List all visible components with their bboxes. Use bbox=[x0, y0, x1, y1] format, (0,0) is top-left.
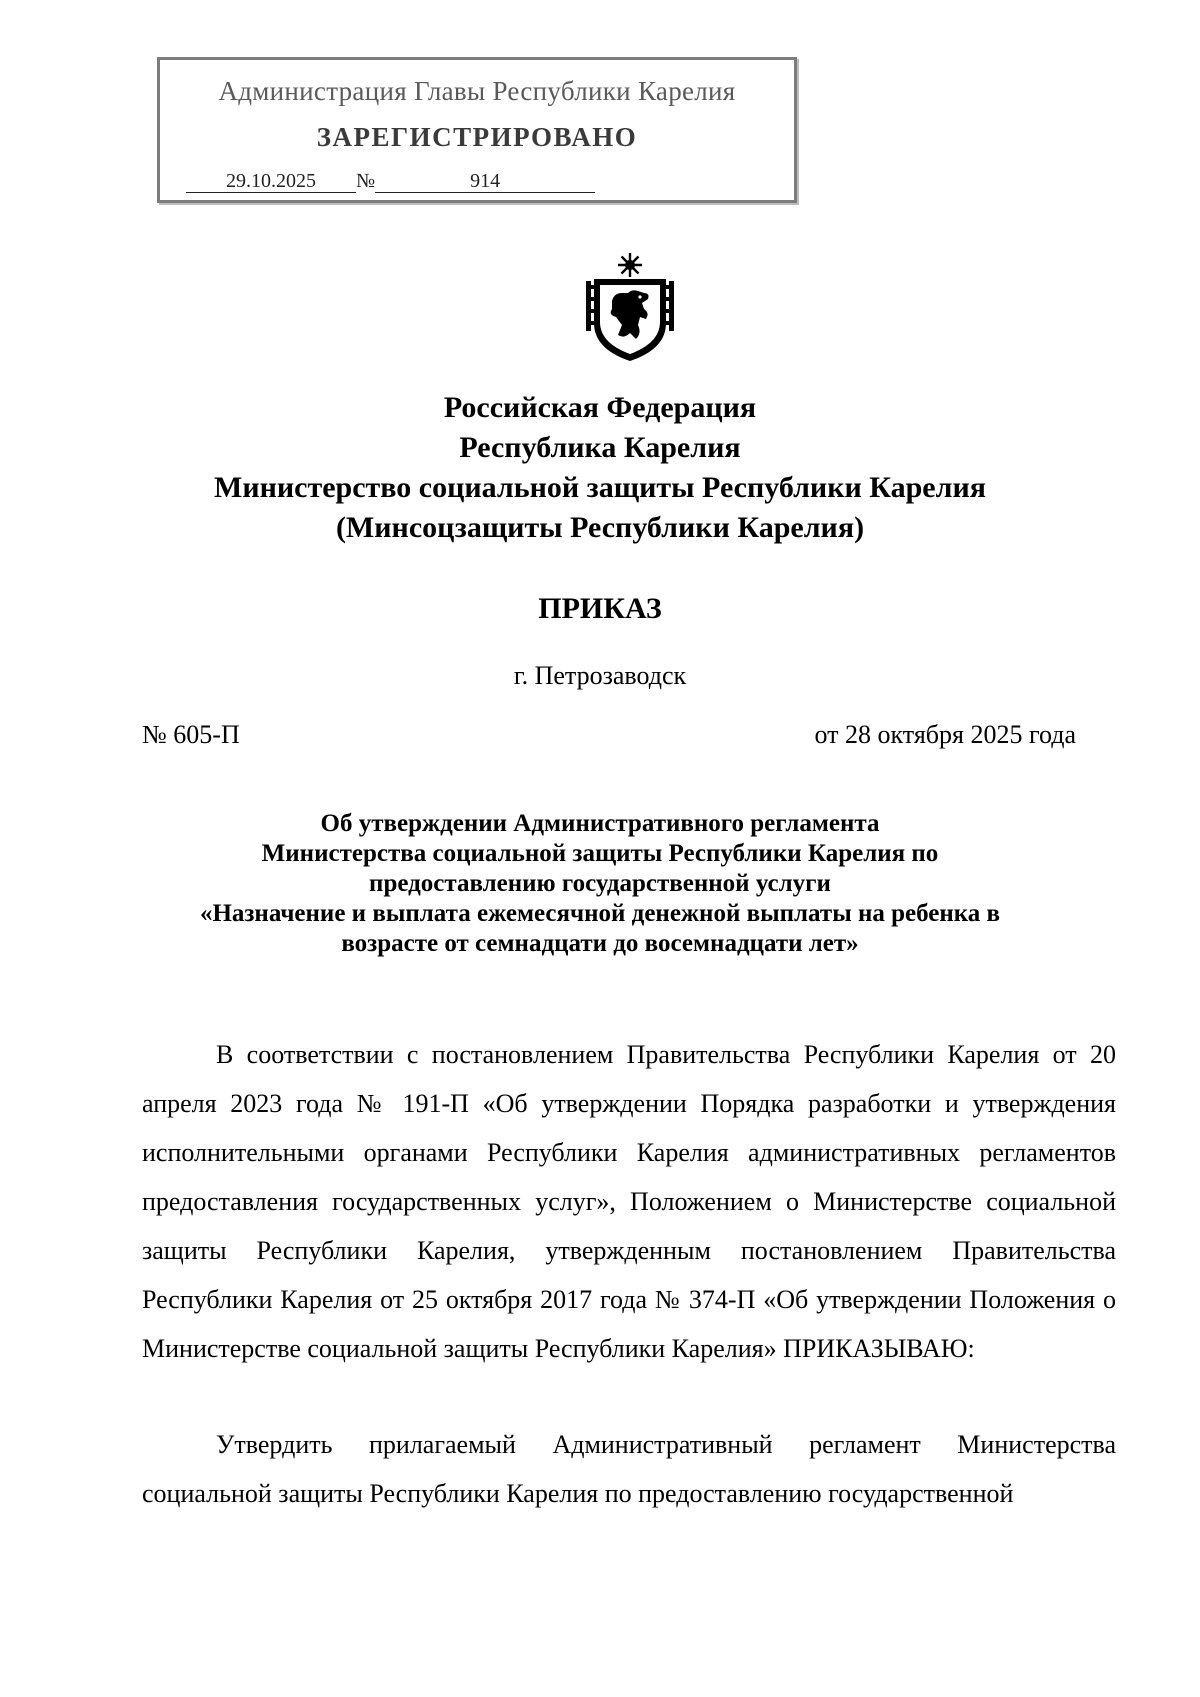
stamp-organization: Администрация Главы Республики Карелия bbox=[218, 76, 736, 106]
document-header bbox=[0, 388, 1200, 548]
stamp-number: 914 bbox=[375, 170, 595, 193]
subject-line: Министерства социальной защиты Республики Карелия по bbox=[261, 840, 939, 867]
coat-of-arms-icon bbox=[584, 253, 676, 363]
body-paragraph: В соответствии с постановлением Правительства Республики Карелия от 20 апреля 2023 года № 191-П «Об утверждении Порядка разработки и утверждения исполнительными органами Республики Карелия административных регламентов предоставления государственных услуг», Положением о Министерстве социальной защиты Республики Карелия, утвержденным постановлением Правительства Республики Карелия от 25 октября 2017 года № 374-П «Об утверждении Положения о Министерстве социальной защиты Республики Карелия» ПРИКАЗЫВАЮ: bbox=[142, 1040, 1116, 1363]
header-country: Российская Федерация bbox=[443, 391, 757, 424]
header-republic: Республика Карелия bbox=[459, 431, 741, 464]
header-ministry: Министерство социальной защиты Республики Карелия bbox=[214, 471, 986, 504]
stamp-date: 29.10.2025 bbox=[186, 170, 356, 193]
registration-stamp bbox=[157, 57, 797, 203]
body-paragraph: Утвердить прилагаемый Административный регламент Министерства социальной защиты Республики Карелия по предоставлению государственной bbox=[142, 1430, 1116, 1508]
subject-line: возрасте от семнадцати до восемнадцати лет» bbox=[341, 930, 859, 957]
stamp-status: ЗАРЕГИСТРИРОВАНО bbox=[316, 122, 638, 152]
order-city: г. Петрозаводск bbox=[513, 661, 687, 690]
order-number: № 605-П bbox=[142, 720, 240, 749]
stamp-registration-line bbox=[186, 170, 595, 193]
star-icon bbox=[618, 253, 642, 277]
subject-line: Об утверждении Административного регламента bbox=[320, 810, 880, 837]
order-date: от 28 октября 2025 года bbox=[814, 720, 1076, 749]
stamp-number-sign: № bbox=[356, 170, 376, 192]
order-subject bbox=[0, 809, 1200, 959]
subject-line: предоставлению государственной услуги bbox=[369, 870, 831, 897]
header-ministry-short: (Минсоцзащиты Республики Карелия) bbox=[335, 511, 865, 544]
subject-line: «Назначение и выплата ежемесячной денежной выплаты на ребенка в bbox=[199, 900, 1001, 927]
order-title: ПРИКАЗ bbox=[538, 592, 662, 625]
